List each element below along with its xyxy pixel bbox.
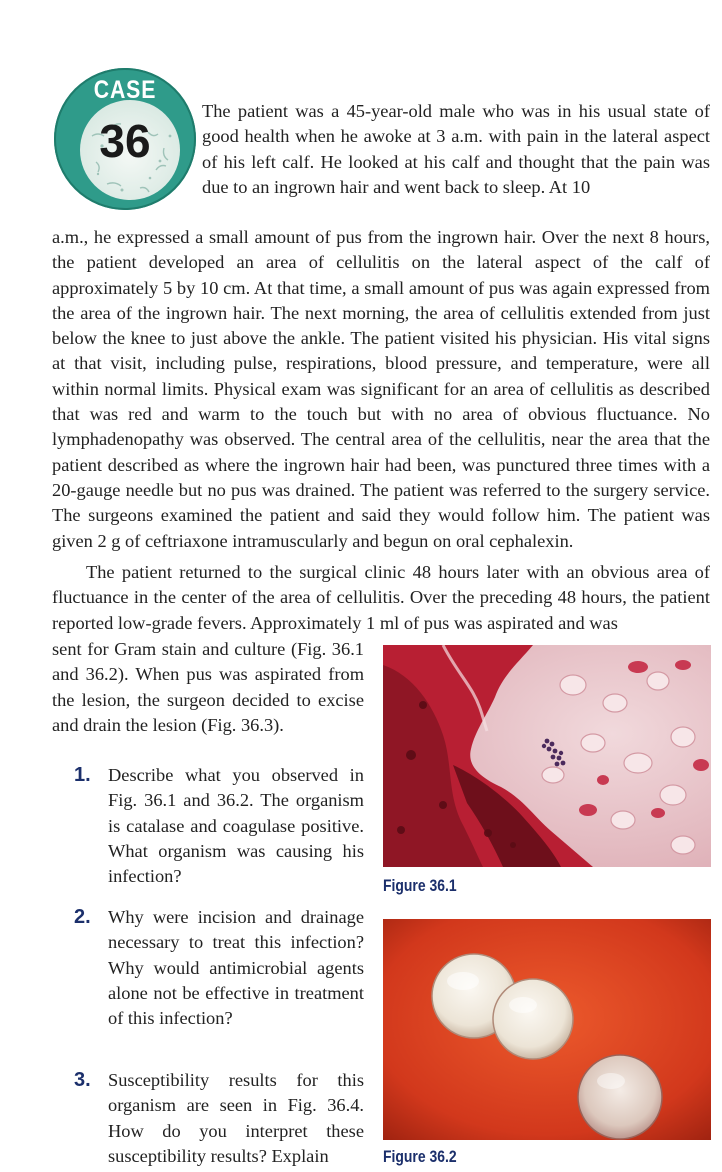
question-text: Susceptibility results for this organism are seen in Fig. 36.4. How do you interpret these susceptibility results? Explain <box>108 1070 364 1166</box>
figure-36-2-image <box>383 919 711 1140</box>
intro-paragraph-continued: a.m., he expressed a small amount of pus from the ingrown hair. Over the next 8 hours, the patient developed an area of cellulitis on the lateral aspect of the calf of approximately 5 by 10 cm. At that time, a small amount of pus was again expressed from the area of the ingrown hair. The next morning, the area of cellulitis extended from just below the knee to just above the ankle. The patient visited his physician. His vital signs at that visit, including pulse, respirations, blood pressure, and temperature, were all within normal limits. Physical exam was significant for an area of cellulitis as described that was red and warm to the touch but with no area of obvious fluctuance. No lymphadenopathy was observed. The central area of the cellulitis, near the area that the patient described as where the ingrown hair had been, was punctured three times with a 20-gauge needle but no pus was drained. The patient was referred to the surgery service. The surgeons examined the patient and said they would follow him. The patient was given 2 g of ceftriaxone intramuscularly and begun on oral cephalexin. <box>52 227 710 551</box>
question-number: 2. <box>74 906 91 928</box>
followup-paragraph: The patient returned to the surgical clinic 48 hours later with an obvious area of fluctuance in the center of the area of cellulitis. Over the preceding 48 hours, the patient reported low-grade fevers. Approximately 1 ml of pus was aspirated and was <box>52 562 710 633</box>
gram-stain-micrograph-image <box>383 645 711 867</box>
case-badge <box>52 66 198 212</box>
figure-36-1-caption: Figure 36.1 <box>383 876 457 895</box>
question-number: 1. <box>74 764 91 786</box>
continuation-paragraph: sent for Gram stain and culture (Fig. 36.1 and 36.2). When pus was aspirated from the lesion, the surgeon decided to excise and drain the lesion (Fig. 36.3). <box>52 639 364 735</box>
question-number: 3. <box>74 1069 91 1091</box>
question-text: Why were incision and drainage necessary to treat this infection? Why would antimicrobial agents alone not be effective in treatment of this infection? <box>108 907 364 1029</box>
culture-colonies-image <box>383 919 711 1140</box>
figure-36-1-image <box>383 645 711 867</box>
figure-36-2-caption: Figure 36.2 <box>383 1147 457 1166</box>
intro-paragraph-start: The patient was a 45-year-old male who was in his usual state of good health when he awoke at 3 a.m. with pain in the lateral aspect of his left calf. He looked at his calf and thought that the pain was due to an ingrown hair and went back to sleep. At 10 <box>202 101 710 197</box>
case-badge-number: 36 <box>99 115 151 167</box>
case-badge-label: CASE <box>93 76 157 104</box>
question-text: Describe what you observed in Fig. 36.1 and 36.2. The organism is catalase and coagulase positive. What organism was causing his infection? <box>108 765 364 887</box>
